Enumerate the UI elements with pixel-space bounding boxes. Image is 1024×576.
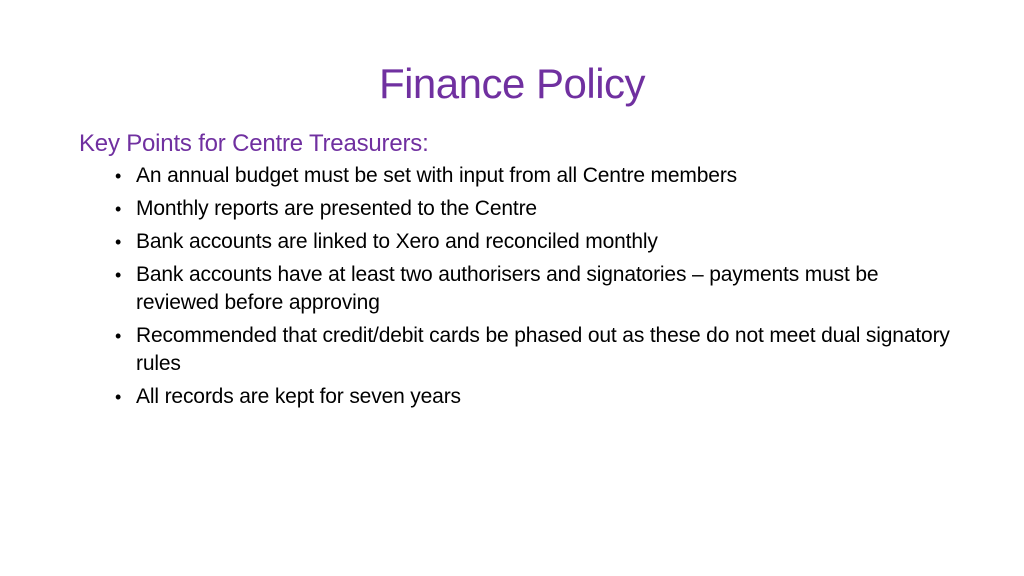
bullet-text: Bank accounts have at least two authorisers and signatories – payments must be reviewed before approving [136,263,879,314]
bullet-list [79,162,959,411]
bullet-dot-icon: • [115,387,122,407]
subheading: Key Points for Centre Treasurers: [79,130,429,157]
bullet-item [79,228,959,256]
bullet-item [79,383,959,411]
bullet-text: Recommended that credit/debit cards be phased out as these do not meet dual signatory rules [136,324,950,375]
bullet-text: Monthly reports are presented to the Centre [136,197,537,220]
bullet-item [79,195,959,223]
bullet-dot-icon: • [115,166,122,186]
bullet-text: Bank accounts are linked to Xero and reconciled monthly [136,230,658,253]
bullet-item [79,162,959,190]
bullet-text: All records are kept for seven years [136,385,461,408]
bullet-dot-icon: • [115,265,122,285]
bullet-dot-icon: • [115,232,122,252]
slide-title: Finance Policy [378,60,646,107]
bullet-dot-icon: • [115,326,122,346]
bullet-item [79,322,959,378]
bullet-text: An annual budget must be set with input from all Centre members [136,164,738,187]
slide-content [79,128,959,416]
bullet-item [79,261,959,317]
bullet-dot-icon: • [115,199,122,219]
